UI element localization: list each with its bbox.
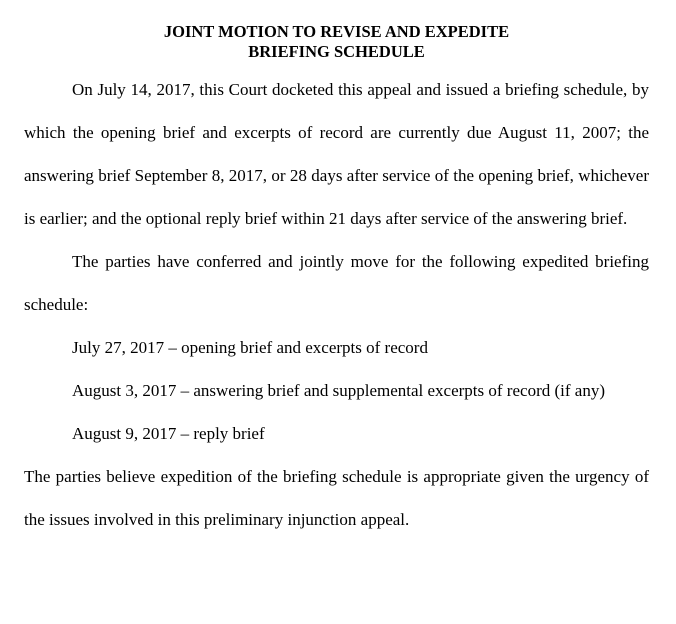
intro-paragraph: On July 14, 2017, this Court docketed this appeal and issued a briefing schedule, by which the opening brief and excerpts of record are currently due August 11, 2007; the answering brief September 8, 2017, or 28 days after service of the opening brief, whichever is earlier; and the optional reply brief within 21 days after service of the answering brief. [24,80,649,228]
title-line-2: BRIEFING SCHEDULE [248,42,425,61]
schedule-item: July 27, 2017 – opening brief and excerpts of record [72,338,428,357]
schedule-list [24,326,649,455]
schedule-item: August 9, 2017 – reply brief [72,424,265,443]
document-title [24,0,649,62]
schedule-item: August 3, 2017 – answering brief and supplemental excerpts of record (if any) [72,381,605,400]
conclusion-paragraph: The parties believe expedition of the briefing schedule is appropriate given the urgency of the issues involved in this preliminary injunction appeal. [24,467,649,529]
motion-paragraph: The parties have conferred and jointly move for the following expedited briefing schedule: [24,252,649,314]
document-page [24,0,649,541]
title-line-1: JOINT MOTION TO REVISE AND EXPEDITE [163,22,510,41]
